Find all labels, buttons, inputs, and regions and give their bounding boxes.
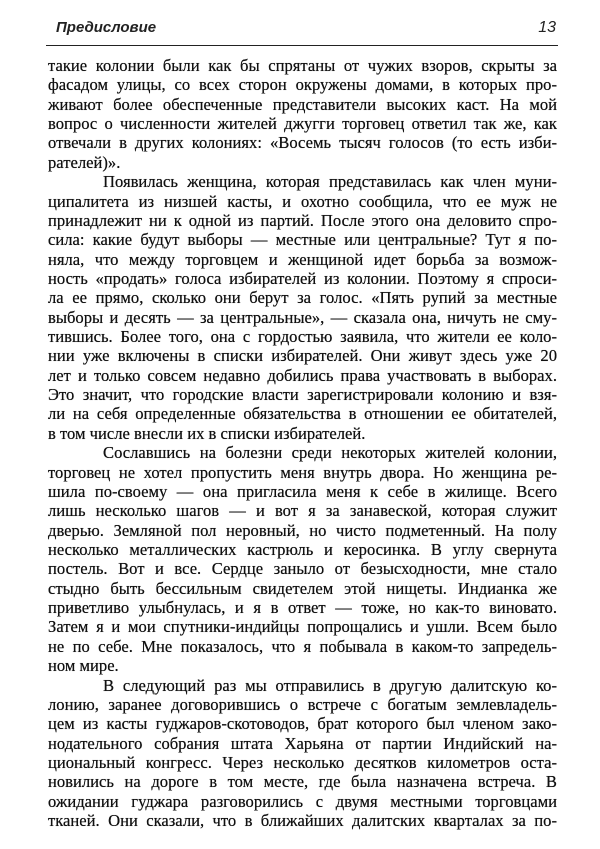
text-line: тившись. Более того, она с гордостью заявила, что жители ее коло- <box>48 327 557 347</box>
text-line: ципалитета из низшей касты, и охотно сообщила, что ее муж не <box>48 191 557 211</box>
text-line: приветливо улыбнулась, и я в ответ — тоже, но как-то виновато. <box>48 598 557 618</box>
text-line: в том числе внесли их в списки избирателей. <box>48 423 366 443</box>
text-line: такие колонии были как бы спрятаны от чужих взоров, скрыты за <box>48 56 557 75</box>
text-line: нодательного собрания штата Харьяна от партии Индийский на- <box>48 733 557 753</box>
text-line: нии уже включены в списки избирателей. Они живут здесь уже 20 <box>48 346 557 366</box>
text-line: шила по-своему — она пригласила меня к себе в жилище. Всего <box>48 481 557 501</box>
text-line: ожидании гуджара разговорились с двумя местными торговцами <box>48 791 557 811</box>
text-line: цем из касты гуджаров-скотоводов, брат которого был членом зако- <box>48 714 557 734</box>
text-line: В следующий раз мы отправились в другую далитскую ко- <box>103 675 557 695</box>
text-line: торговец не хотел пропустить меня внутрь двора. Но женщина ре- <box>48 462 557 482</box>
paragraph <box>48 56 557 172</box>
paragraph <box>48 676 557 831</box>
text-line: дверью. Земляной пол неровный, но чисто подметенный. На полу <box>48 520 557 540</box>
text-line: новились на дороге в том месте, где была назначена встреча. В <box>48 772 557 792</box>
text-line: Это значит, что городские власти зарегистрировали колонию и взя- <box>48 385 557 405</box>
text-line: ность «продать» голоса избирателей из колонии. Поэтому я спроси- <box>48 268 557 288</box>
text-line: ном мире. <box>48 656 119 676</box>
running-header <box>46 15 558 46</box>
text-line: несколько металлических кастрюль и керосинка. В углу свернута <box>48 539 557 559</box>
text-line: отвечали в других колониях: «Восемь тысяч голосов (то есть изби- <box>48 133 557 153</box>
text-line: Появилась женщина, которая представилась как член муни- <box>103 172 557 192</box>
text-line: фасадом улицы, со всех сторон окружены домами, в которых про- <box>48 75 557 95</box>
text-line: няла, что между торговцем и женщиной идет борьба за возмож- <box>48 249 557 269</box>
text-line: тканей. Они сказали, что в ближайших далитских кварталах за по- <box>48 811 557 831</box>
text-line: сила: какие будут выборы — местные или центральные? Тут я по- <box>48 230 557 250</box>
page-number: 13 <box>538 19 556 36</box>
chapter-title: Предисловие <box>56 19 157 36</box>
paragraph <box>48 172 557 443</box>
text-line: циональный конгресс. Через несколько десятков километров оста- <box>48 752 557 772</box>
text-line: не по себе. Мне показалось, что я побывала в каком-то запредель- <box>48 636 557 656</box>
page-body-text <box>48 56 557 830</box>
text-line: лонию, заранее договорившись о встрече с богатым землевладель- <box>48 694 557 714</box>
paragraph <box>48 443 557 675</box>
text-line: постель. Вот и все. Сердце заныло от безысходности, мне стало <box>48 559 557 579</box>
text-line: ли на себя определенные обязательства в отношении ее обитателей, <box>48 404 557 424</box>
text-line: рателей)». <box>48 152 121 172</box>
text-line: ла ее прямо, сколько они берут за голос. «Пять рупий за местные <box>48 288 557 308</box>
text-line: лишь несколько шагов — и вот я за занавеской, которая служит <box>48 501 557 521</box>
text-line: принадлежит ни к одной из партий. После этого она деловито спро- <box>48 210 557 230</box>
text-line: Сославшись на болезни среди некоторых жителей колонии, <box>103 443 557 463</box>
text-line: стыдно быть бессильным свидетелем этой нищеты. Индианка же <box>48 578 557 598</box>
text-line: выборы и десять — за центральные», — сказала она, ничуть не сму- <box>48 307 557 327</box>
text-line: лет и только совсем недавно добились права участвовать в выборах. <box>48 365 557 385</box>
text-line: живают более обеспеченные представители высоких каст. На мой <box>48 94 557 114</box>
text-line: Затем я и мои спутники-индийцы попрощались и ушли. Всем было <box>48 617 557 637</box>
text-line: вопрос о численности жителей джугги торговец ответил так же, как <box>48 114 557 134</box>
